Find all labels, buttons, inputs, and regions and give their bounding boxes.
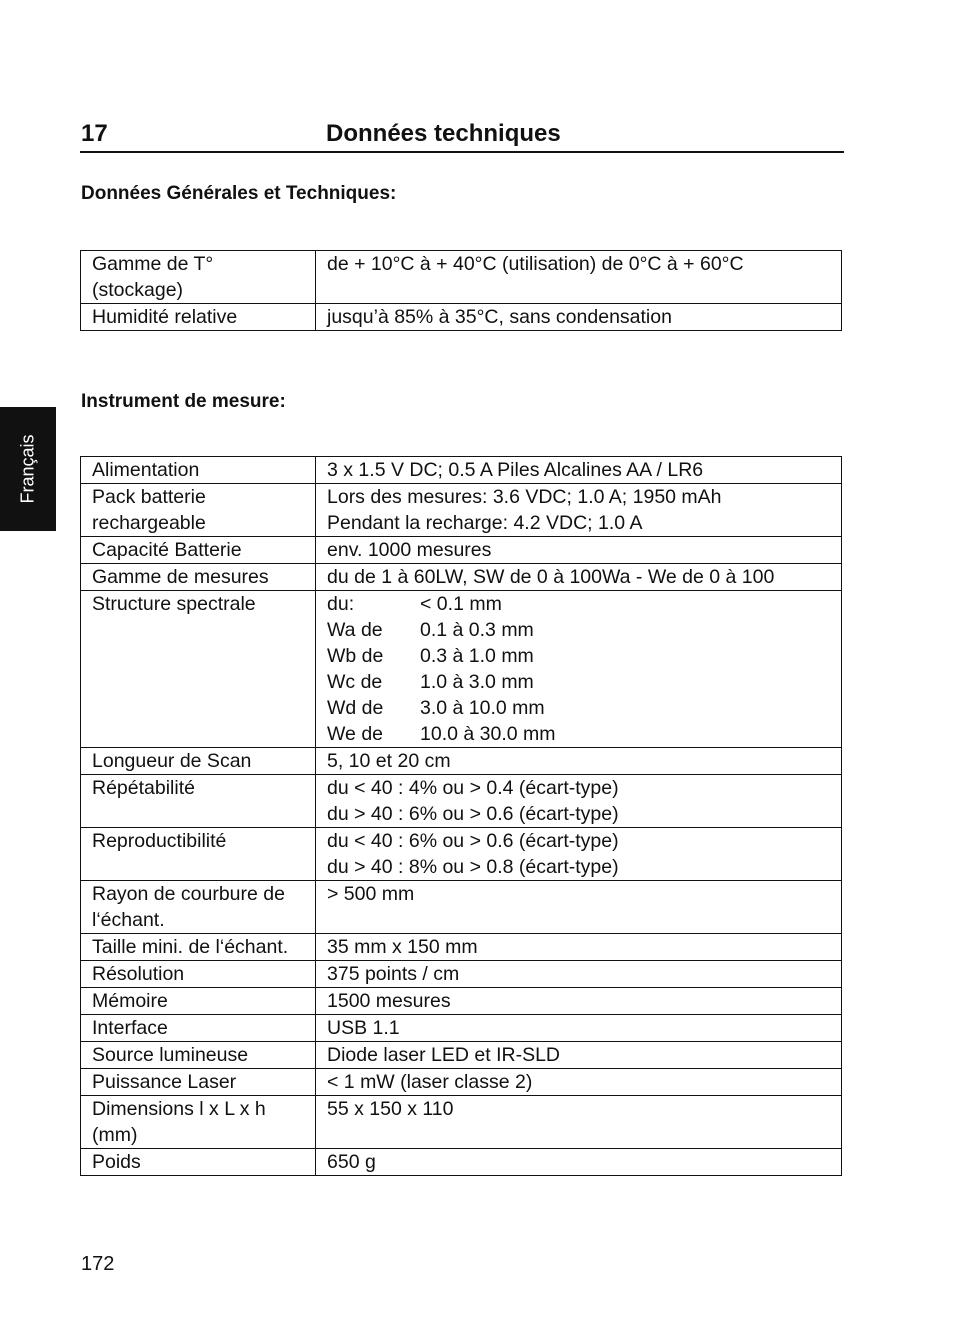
spec-value: Diode laser LED et IR-SLD <box>327 1044 561 1066</box>
spec-value: env. 1000 mesures <box>327 539 492 561</box>
spectral-band <box>327 695 837 721</box>
spec-value: du < 40 : 6% ou > 0.6 (écart-type) <box>327 830 619 852</box>
spec-value-cell <box>316 564 842 591</box>
chapter-number: 17 <box>81 120 108 147</box>
spec-label-cell <box>81 828 316 881</box>
spec-value: < 1 mW (laser classe 2) <box>327 1071 533 1093</box>
spec-label-cell <box>81 961 316 988</box>
spec-value: 55 x 150 x 110 <box>327 1098 454 1120</box>
spectral-band-key: Wb de <box>327 645 384 667</box>
spec-label-cell <box>81 1096 316 1149</box>
general-specs-table <box>80 250 842 331</box>
spec-value-cell <box>316 1069 842 1096</box>
spec-value-cell <box>316 304 842 331</box>
spectral-band <box>327 669 837 695</box>
spec-value: 1500 mesures <box>327 990 451 1012</box>
spec-label: Pack batterie <box>92 486 206 508</box>
spec-value-cell <box>316 1149 842 1176</box>
table-row <box>81 748 842 775</box>
spec-value: du > 40 : 8% ou > 0.8 (écart-type) <box>327 856 619 878</box>
spec-label-cell <box>81 591 316 748</box>
spectral-band-key: We de <box>327 723 384 745</box>
spec-label-cell <box>81 775 316 828</box>
spec-label-cell <box>81 1069 316 1096</box>
table-row <box>81 988 842 1015</box>
spec-label: Mémoire <box>92 990 168 1012</box>
spec-label: Dimensions l x L x h <box>92 1098 266 1120</box>
spec-label: Source lumineuse <box>92 1044 249 1066</box>
spec-label-cell <box>81 934 316 961</box>
spec-value: jusqu’à 85% à 35°C, sans condensation <box>327 306 672 328</box>
spec-value-cell <box>316 775 842 828</box>
table-row <box>81 457 842 484</box>
spec-label: Puissance Laser <box>92 1071 237 1093</box>
spec-label: Taille mini. de l‘échant. <box>92 936 289 958</box>
spec-value: 650 g <box>327 1151 376 1173</box>
spec-label-cell <box>81 1149 316 1176</box>
table-row <box>81 881 842 934</box>
table-row <box>81 564 842 591</box>
spec-value-cell <box>316 1096 842 1149</box>
spec-value: du < 40 : 4% ou > 0.4 (écart-type) <box>327 777 619 799</box>
spec-value: 35 mm x 150 mm <box>327 936 478 958</box>
table-row <box>81 591 842 748</box>
spec-label-cell <box>81 564 316 591</box>
table-row <box>81 537 842 564</box>
spec-value-cell <box>316 988 842 1015</box>
language-tab <box>0 407 56 531</box>
spectral-band-key: Wd de <box>327 697 384 719</box>
spec-value: Pendant la recharge: 4.2 VDC; 1.0 A <box>327 512 643 534</box>
spec-value-cell <box>316 1015 842 1042</box>
spec-label-cell <box>81 484 316 537</box>
spectral-band-key: Wa de <box>327 619 383 641</box>
instrument-specs-table <box>80 456 842 1176</box>
spec-value: > 500 mm <box>327 883 415 905</box>
table-row <box>81 828 842 881</box>
general-heading: Données Générales et Techniques: <box>81 183 397 204</box>
spec-value: 375 points / cm <box>327 963 460 985</box>
table-row <box>81 251 842 304</box>
table-row <box>81 775 842 828</box>
spec-label: Poids <box>92 1151 141 1173</box>
table-row <box>81 1096 842 1149</box>
spectral-band <box>327 721 837 747</box>
spec-label: rechargeable <box>92 512 206 534</box>
spec-value-cell <box>316 748 842 775</box>
language-tab-label: Français <box>17 434 38 504</box>
spec-label: Alimentation <box>92 459 200 481</box>
spec-value: du > 40 : 6% ou > 0.6 (écart-type) <box>327 803 619 825</box>
spec-value: 3 x 1.5 V DC; 0.5 A Piles Alcalines AA / LR6 <box>327 459 704 481</box>
page-number: 172 <box>81 1253 115 1275</box>
table-row <box>81 934 842 961</box>
spectral-band-range: 0.1 à 0.3 mm <box>420 619 534 641</box>
chapter-header <box>80 118 844 153</box>
spec-value-cell <box>316 934 842 961</box>
spec-value: USB 1.1 <box>327 1017 400 1039</box>
spec-label-cell <box>81 748 316 775</box>
table-row <box>81 1042 842 1069</box>
spectral-band-range: 0.3 à 1.0 mm <box>420 645 534 667</box>
spectral-band-range: < 0.1 mm <box>420 593 502 615</box>
spec-label-cell <box>81 251 316 304</box>
spec-value-cell <box>316 537 842 564</box>
table-row <box>81 484 842 537</box>
chapter-title: Données techniques <box>326 120 561 147</box>
spec-label-cell <box>81 537 316 564</box>
spectral-band-key: du: <box>327 593 355 615</box>
spec-label: Rayon de courbure de <box>92 883 285 905</box>
instrument-heading: Instrument de mesure: <box>81 391 286 412</box>
spec-label: Capacité Batterie <box>92 539 242 561</box>
spec-label: (stockage) <box>92 279 184 301</box>
spectral-band-range: 1.0 à 3.0 mm <box>420 671 534 693</box>
spec-label: (mm) <box>92 1124 138 1146</box>
spec-label: Gamme de mesures <box>92 566 269 588</box>
spec-label: l‘échant. <box>92 909 165 931</box>
spec-label: Gamme de T° <box>92 253 214 275</box>
spectral-band-range: 3.0 à 10.0 mm <box>420 697 545 719</box>
spec-label: Longueur de Scan <box>92 750 252 772</box>
spec-value-cell <box>316 881 842 934</box>
spectral-band-key: Wc de <box>327 671 383 693</box>
spec-value: du de 1 à 60LW, SW de 0 à 100Wa - We de 0 à 100 <box>327 566 775 588</box>
spectral-band <box>327 591 837 617</box>
spec-label: Humidité relative <box>92 306 238 328</box>
table-row <box>81 1069 842 1096</box>
spec-value-cell <box>316 484 842 537</box>
spec-value: 5, 10 et 20 cm <box>327 750 451 772</box>
spec-value-cell <box>316 591 842 748</box>
spectral-band <box>327 643 837 669</box>
spec-label-cell <box>81 1015 316 1042</box>
spec-label: Reproductibilité <box>92 830 227 852</box>
spectral-band <box>327 617 837 643</box>
spec-label: Interface <box>92 1017 168 1039</box>
spec-value-cell <box>316 961 842 988</box>
spec-value-cell <box>316 828 842 881</box>
spec-label-cell <box>81 457 316 484</box>
table-row <box>81 1149 842 1176</box>
spec-label-cell <box>81 1042 316 1069</box>
spec-value-cell <box>316 1042 842 1069</box>
spec-label: Résolution <box>92 963 185 985</box>
spectral-band-range: 10.0 à 30.0 mm <box>420 723 556 745</box>
spec-label: Structure spectrale <box>92 593 256 615</box>
spec-label: Répétabilité <box>92 777 195 799</box>
table-row <box>81 304 842 331</box>
spec-label-cell <box>81 304 316 331</box>
spec-label-cell <box>81 881 316 934</box>
spec-label-cell <box>81 988 316 1015</box>
spec-value: de + 10°C à + 40°C (utilisation) de 0°C à + 60°C <box>327 253 744 275</box>
spec-value-cell <box>316 457 842 484</box>
table-row <box>81 961 842 988</box>
table-row <box>81 1015 842 1042</box>
spec-value: Lors des mesures: 3.6 VDC; 1.0 A; 1950 mAh <box>327 486 722 508</box>
spec-value-cell <box>316 251 842 304</box>
